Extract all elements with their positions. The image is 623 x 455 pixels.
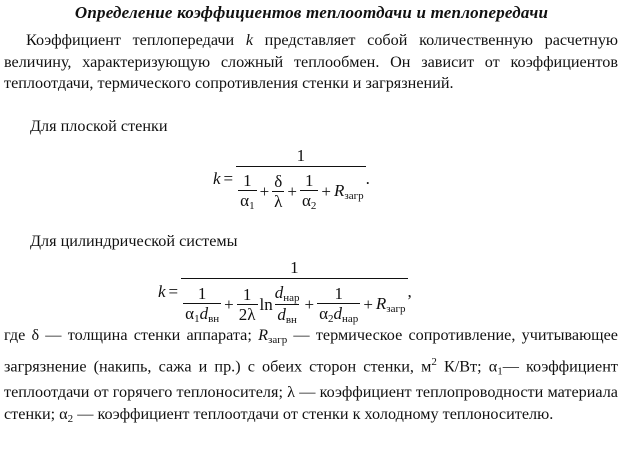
formula1-main-fraction (236, 146, 366, 213)
formula2-term4 (317, 284, 360, 326)
formula1-term3 (300, 171, 318, 213)
legend-text-3: К/Вт; α (436, 356, 498, 375)
formula2-term2-den: 2λ (238, 305, 256, 325)
formula2-alpha1: α (185, 304, 195, 324)
formula1-plus1: + (259, 181, 270, 201)
formula-cylinder (158, 258, 412, 327)
formula2-d-outer: d (274, 282, 284, 302)
formula2-lhs: k (158, 282, 166, 302)
formula2-d1-sub: вн (208, 313, 220, 326)
formula1-term1-num: 1 (243, 170, 252, 190)
formula2-d2: d (333, 304, 343, 324)
intro-text-1: Коэффициент теплопередачи (26, 31, 246, 49)
formula1-eq: = (223, 169, 234, 189)
formula1-period: . (365, 169, 370, 189)
formula2-term3-num (273, 283, 302, 305)
legend-text-2: — термическое сопротивление, учитывающее загрязнение (накипь, сажа и пр.) с обеих сторон стенки, м (4, 326, 618, 375)
intro-text-2: представляет собой количественную расчетную величину, характеризующую сложный теплообмен. Он зависит от коэффициентов теплоотдачи, термического сопротивления стенки и загрязнений. (4, 31, 619, 92)
formula1-r: R (334, 180, 345, 200)
formula2-r-term (376, 294, 406, 316)
formula1-term3-den (300, 190, 318, 213)
formula1-plus2: + (287, 181, 297, 201)
formula1-alpha1: α (240, 191, 250, 211)
formula2-term1-den (183, 303, 221, 326)
cylinder-label: Для цилиндрической системы (30, 232, 238, 250)
formula2-r: R (375, 293, 387, 313)
formula2-term2-num: 1 (242, 284, 252, 304)
formula2-plus1: + (224, 294, 234, 314)
formula2-term2 (237, 285, 258, 325)
formula1-alpha2: α (302, 191, 311, 211)
formula2-plus3: + (363, 294, 373, 314)
formula2-term1 (183, 284, 221, 326)
formula1-numerator: 1 (296, 146, 306, 165)
intro-paragraph (4, 30, 618, 95)
formula1-term1-den (238, 190, 256, 213)
legend-text-1: где δ — толщина стенки аппарата; (4, 326, 259, 344)
formula2-numerator: 1 (290, 258, 299, 277)
legend-r-sub: загр (267, 334, 288, 346)
formula1-plus3: + (321, 181, 332, 201)
legend-paragraph (4, 325, 618, 430)
formula-flat-wall (213, 146, 370, 213)
intro-k-symbol: k (245, 31, 254, 49)
formula2-d-inner: d (277, 305, 286, 325)
formula2-d-inner-sub: вн (285, 314, 297, 327)
formula2-d1: d (199, 304, 209, 324)
formula2-comma: , (407, 282, 412, 302)
formula1-r-sub: загр (344, 189, 364, 202)
formula1-term2 (272, 172, 284, 212)
formula2-d-outer-sub: нар (283, 291, 300, 304)
legend-text-5: — коэффициент теплоотдачи от стенки к холодному теплоносителю. (73, 404, 554, 423)
formula1-delta: δ (274, 171, 283, 191)
formula2-denominator (181, 278, 407, 327)
flat-wall-label: Для плоской стенки (30, 117, 168, 135)
formula2-plus2: + (304, 294, 315, 314)
formula2-eq: = (168, 282, 179, 302)
formula1-denominator (236, 166, 366, 213)
formula1-term1 (238, 171, 256, 213)
formula1-lhs: k (213, 169, 221, 189)
legend-alpha1-sub: 1 (497, 364, 503, 377)
formula1-term3-num: 1 (304, 170, 314, 190)
formula2-alpha2: α (319, 304, 329, 324)
formula2-term4-num: 1 (334, 283, 343, 303)
legend-m2-sup: 2 (431, 355, 437, 368)
legend-r: R (258, 326, 268, 344)
legend-text-4: — коэффициент теплоотдачи от горячего теплоносителя; λ — коэффициент теплопроводности материала стенки; α (4, 356, 618, 423)
formula2-term1-num: 1 (197, 283, 207, 303)
formula2-ln: ln (259, 294, 273, 314)
formula2-r-sub: загр (386, 302, 406, 315)
formula1-lambda: λ (274, 192, 283, 212)
formula1-alpha1-sub: 1 (249, 200, 255, 213)
formula2-term3-den (275, 304, 299, 327)
section-title: Определение коэффициентов теплоотдачи и теплопередачи (74, 3, 549, 22)
formula1-alpha2-sub: 2 (310, 200, 317, 213)
formula2-alpha1-sub: 1 (194, 313, 200, 326)
formula2-term3 (273, 283, 302, 327)
formula2-term4-den (317, 303, 360, 326)
formula1-r-term (334, 181, 364, 203)
formula2-d2-sub: нар (342, 313, 359, 326)
legend-alpha2-sub: 2 (67, 412, 74, 425)
formula2-main-fraction (181, 258, 407, 327)
formula2-alpha2-sub: 2 (328, 313, 334, 326)
